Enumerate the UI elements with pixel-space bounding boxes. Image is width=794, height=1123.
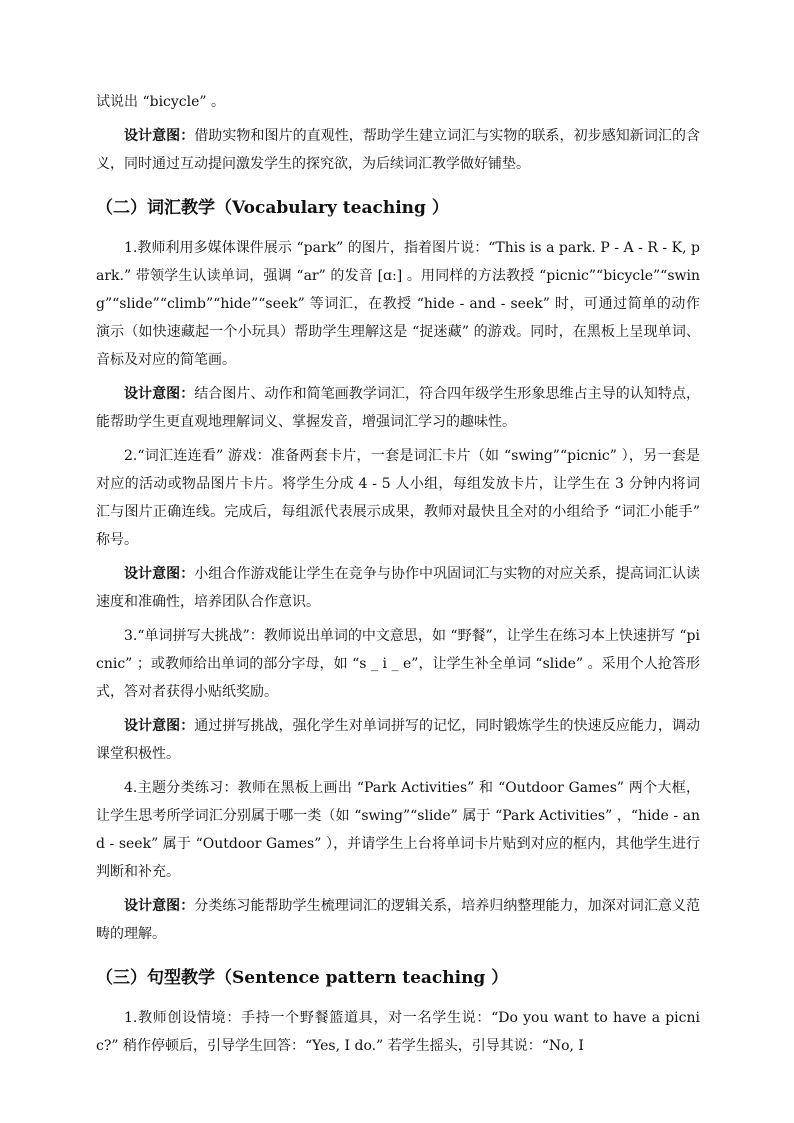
design-intent-paragraph — [96, 560, 700, 616]
paragraph: 1.教师利用多媒体课件展示 “park” 的图片，指着图片说：“This is a park. P - A - R - K, park.” 带领学生认读单词，强调 “ar” 的发音 [ɑː] 。用同样的方法教授 “picnic”“bicycle”“swing”“slide”“climb”“hide”“seek” 等词汇，在教授 “hide - and - seek” 时，可通过简单的动作演示（如快速藏起一个小玩具）帮助学生理解这是 “捉迷藏” 的游戏。同时，在黑板上呈现单词、音标及对应的简笔画。 — [96, 240, 700, 368]
design-intent-text: 小组合作游戏能让学生在竞争与协作中巩固词汇与实物的对应关系，提高词汇认读速度和准确性，培养团队合作意识。 — [96, 566, 700, 610]
paragraph: 1.教师创设情境：手持一个野餐篮道具，对一名学生说：“Do you want to have a picnic?” 稍作停顿后，引导学生回答：“Yes, I do.” 若学生摇头，引导其说：“No, I — [96, 1010, 700, 1054]
paragraph: 4.主题分类练习：教师在黑板上画出 “Park Activities” 和 “Outdoor Games” 两个大框，让学生思考所学词汇分别属于哪一类（如 “swing”“slide” 属于 “Park Activities” ，“hide - and - seek” 属于 “Outdoor Games” ），并请学生上台将单词卡片贴到对应的框内，其他学生进行判断和补充。 — [96, 780, 700, 880]
design-intent-text: 结合图片、动作和简笔画教学词汇，符合四年级学生形象思维占主导的认知特点，能帮助学生更直观地理解词义、掌握发音，增强词汇学习的趣味性。 — [96, 386, 700, 430]
paragraph: 2.“词汇连连看” 游戏：准备两套卡片，一套是词汇卡片（如 “swing”“picnic” ），另一套是对应的活动或物品图片卡片。将学生分成 4 - 5 人小组，每组发放卡片，让学生在 3 分钟内将词汇与图片正确连线。完成后，每组派代表展示成果，教师对最快且全对的小组给予 “词汇小能手” 称号。 — [96, 448, 700, 548]
paragraph: 3.“单词拼写大挑战”：教师说出单词的中文意思，如 “野餐”，让学生在练习本上快速拼写 “picnic” ；或教师给出单词的部分字母，如 “s _ i _ e”，让学生补全单词 “slide” 。采用个人抢答形式，答对者获得小贴纸奖励。 — [96, 628, 700, 700]
document-page — [96, 88, 700, 1060]
design-intent-paragraph — [96, 122, 700, 178]
section-heading-sentence-pattern: （三）句型教学（Sentence pattern teaching ） — [96, 968, 509, 988]
section-heading-vocabulary: （二）词汇教学（Vocabulary teaching ） — [96, 198, 449, 218]
design-intent-text: 通过拼写挑战，强化学生对单词拼写的记忆，同时锻炼学生的快速反应能力，调动课堂积极性。 — [96, 718, 700, 762]
design-intent-paragraph — [96, 892, 700, 948]
paragraph: 试说出 “bicycle” 。 — [96, 94, 226, 110]
design-intent-paragraph — [96, 380, 700, 436]
design-intent-text: 分类练习能帮助学生梳理词汇的逻辑关系，培养归纳整理能力，加深对词汇意义范畴的理解。 — [96, 898, 700, 942]
design-intent-label: 设计意图： — [124, 718, 195, 734]
design-intent-label: 设计意图： — [124, 566, 195, 582]
design-intent-label: 设计意图： — [124, 898, 195, 914]
design-intent-paragraph — [96, 712, 700, 768]
design-intent-label: 设计意图： — [124, 386, 195, 402]
design-intent-label: 设计意图： — [124, 128, 195, 144]
design-intent-text: 借助实物和图片的直观性，帮助学生建立词汇与实物的联系，初步感知新词汇的含义，同时通过互动提问激发学生的探究欲，为后续词汇教学做好铺垫。 — [96, 128, 700, 172]
